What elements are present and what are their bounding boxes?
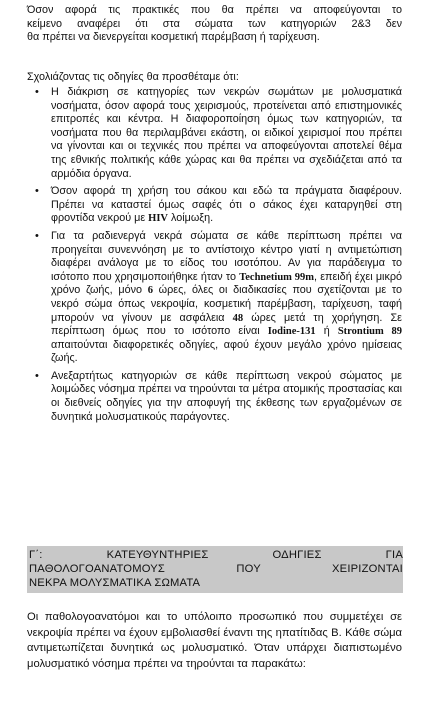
bullet-text: λοίμωξη. xyxy=(168,212,214,225)
section-heading-line: ΝΕΚΡΑ ΜΟΛΥΣΜΑΤΙΚΑ ΣΩΜΑΤΑ xyxy=(29,577,201,590)
bullet-text: Η διάκριση σε κατηγορίες των νεκρών σωμάτων με μολυσματικά νοσήματα, όσον αφορά τους χειρισμούς, προτείνεται από επιστημονικές επιτροπές και κέντρα. Η διαφοροποίηση όμως των κατηγοριών, τα νοσήματα που θα περιλαμβάνει εκάστη, οι ειδικοί χειρισμοί που πρέπει να γίνονται και οι τεχνικές που πρέπει να αποφεύγονται αποτελεί θέμα της εθνικής πολιτικής κάθε χώρας και θα πρέπει να σχεδιάζεται από τα αρμόδια όργανα. xyxy=(51,86,402,180)
bullet-text: ώρες, όλες οι διαδικασίες που σχετίζονται με το νεκρό σώμα όπως νεκροψία, κοσμετική παρέμβαση, ταρίχευση, ταφή μπορούν να γίνουν με ασφάλεια xyxy=(51,284,402,324)
section-heading-line: Γ΄: ΚΑΤΕΥΘΥΝΤΗΡΙΕΣ ΟΔΗΓΙΕΣ ΓΙΑ xyxy=(29,549,403,561)
bullet-item-categories xyxy=(27,86,402,181)
section-heading-line: ΠΑΘΟΛΟΓΟΑΝΑΤΟΜΟΥΣ ΠΟΥ ΧΕΙΡΙΖΟΝΤΑΙ xyxy=(29,563,403,576)
bullet-item-body-bag xyxy=(27,185,402,226)
lead-sentence: Σχολιάζοντας τις οδηγίες θα προσθέταμε ότι: xyxy=(27,71,239,83)
bullet-text: , επειδή έχει μικρό χρόνο ζωής, μόνο xyxy=(51,270,402,297)
bullet-icon: • xyxy=(35,86,39,98)
intro-paragraph xyxy=(27,4,402,45)
bullet-bold-term: HIV xyxy=(148,213,168,225)
section-heading xyxy=(27,546,403,593)
commentary-bullet-list xyxy=(27,86,402,428)
bullet-bold-term: 48 xyxy=(232,312,244,324)
bullet-text: ή xyxy=(315,325,338,338)
bullet-bold-term: Strontium 89 xyxy=(337,326,402,338)
bullet-bold-term: Iodine-131 xyxy=(267,326,316,338)
bullet-icon: • xyxy=(35,369,39,382)
bullet-text: Ανεξαρτήτως κατηγοριών σε κάθε περίπτωση νεκρού σώματος με λοιμώδες νόσημα πρέπει να τηρούνται τα μέτρα ατομικής προστασίας και οι διεθνείς οδηγίες για την αποφυγή της έκθεσης των εργαζομένων σε δυνητικά μολυσματικούς παράγοντες. xyxy=(51,369,402,423)
intro-line: Όσον αφορά τις πρακτικές που θα πρέπει να αποφεύγονται το xyxy=(27,4,402,16)
bullet-icon: • xyxy=(35,185,39,198)
bullet-item-protection xyxy=(27,370,402,424)
bullet-icon: • xyxy=(35,229,39,242)
intro-line: θα πρέπει να διενεργείται κοσμετική παρέμβαση ή ταρίχευση. xyxy=(27,31,320,44)
bullet-text: Όσον αφορά τη χρήση του σάκου και εδώ τα πράγματα διαφέρουν. Πρέπει να καταστεί όμως σαφές ότι ο σάκος έχει καταργηθεί στη φροντίδα νεκρού με xyxy=(51,185,402,225)
bullet-item-radioactive xyxy=(27,230,402,366)
bullet-text: ώρες μετά τη χορήγηση. Σε περίπτωση όμως που το ισότοπο είναι xyxy=(51,311,402,338)
intro-line: κείμενο αναφέρει ότι στα σώματα των κατηγοριών 2&3 δεν xyxy=(27,17,402,30)
bullet-text: Για τα ραδιενεργά νεκρά σώματα σε κάθε περίπτωση πρέπει να προηγείται συνεννόηση με το αντίστοιχο κέντρο γιατί η αντιμετώπιση διαφέρει ανάλογα με το είδος του ισοτόπου. Αν για παράδειγμα το ισότοπο που χρησιμοποιήθηκε ήταν το xyxy=(51,229,402,283)
bullet-bold-term: 6 xyxy=(147,285,153,297)
bullet-bold-term: Technetium 99m xyxy=(239,271,314,283)
closing-paragraph: Οι παθολογοανατόμοι και το υπόλοιπο προσωπικό που συμμετέχει σε νεκροψία πρέπει να έχουν εμβολιασθεί έναντι της ηπατίτιδας Β. Κάθε σώμα αντιμετωπίζεται δυνητικά ως μολυσματικό. Όταν υπάρχει διαπιστωμένο μολυσματικό νόσημα πρέπει να τηρούνται τα παρακάτω: xyxy=(27,611,402,670)
bullet-text: απαιτούνται διαφορετικές οδηγίες, αφού έχουν μεγάλο χρόνο ημίσειας ζωής. xyxy=(51,338,402,365)
